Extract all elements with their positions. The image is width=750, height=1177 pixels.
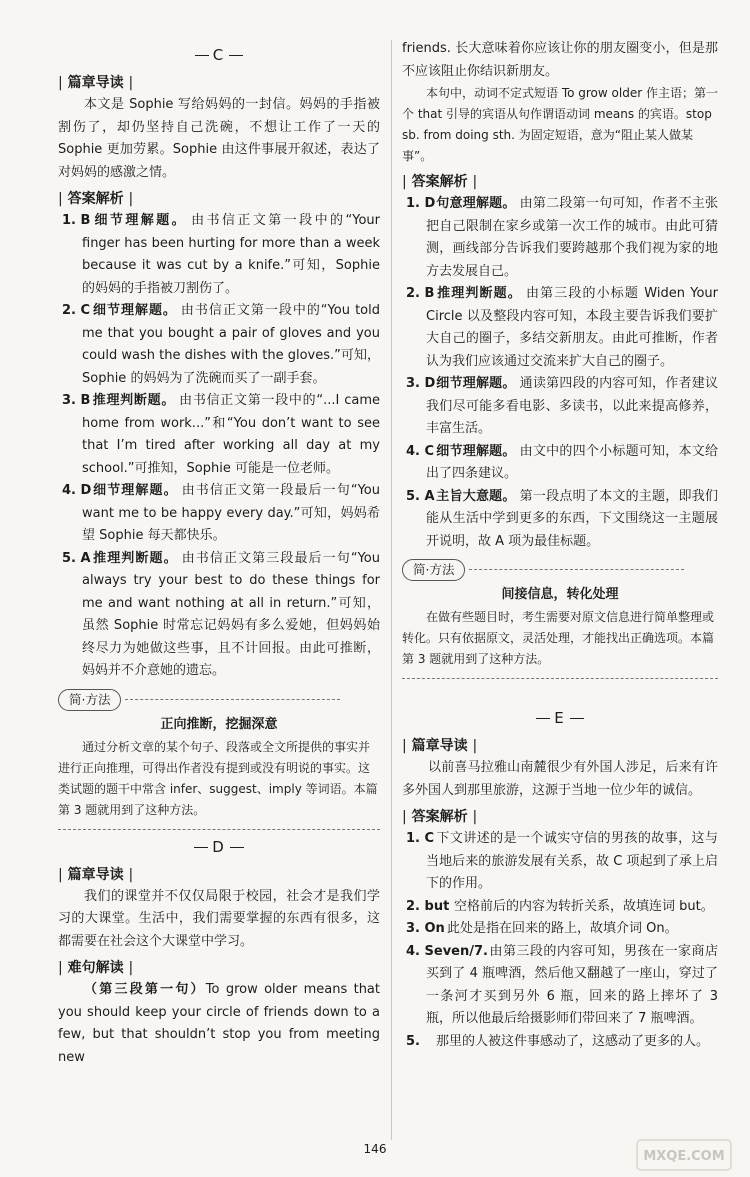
answer-explanation: 通读第四段的内容可知，作者建议我们尽可能多看电影、多读书，以此来提高修养，丰富生活。 — [426, 376, 718, 436]
answer-item — [402, 828, 718, 896]
c-intro-text: 本文是 Sophie 写给妈妈的一封信。妈妈的手指被割伤了，却仍坚持自己洗碗，不想让工作了一天的 Sophie 更加劳累。Sophie 由这件事展开叙述，表达了对妈妈的感激之情。 — [58, 97, 380, 180]
question-type: 细节理解题。 — [92, 213, 188, 228]
answer-explanation: 由书信正文第三段最后一句“You always try your best to do these things for me and want nothing at all in return.”可知，虽然 Sophie 时常忘记妈妈有多么爱她，但妈妈始终尽力为她做这些事，且不计回报。由此可推断，妈妈并不介意她的遗忘。 — [82, 550, 380, 678]
question-type: 细节理解题。 — [436, 443, 516, 459]
method-body: 通过分析文章的某个句子、段落或全文所提供的事实并进行正向推理，可得出作者没有提到或没有明说的事实。这类试题的题干中常含 infer、suggest、imply 等词语。本篇第 3 题就用到了这种方法。 — [58, 739, 378, 817]
right-column — [402, 38, 718, 1053]
question-type: 主旨大意题。 — [436, 488, 516, 504]
answer-explanation: 由文中的四个小标题可知，本文给出了四条建议。 — [426, 443, 718, 481]
answer-explanation: 由第二段第一句可知，作者不主张把自己限制在家乡或第一次工作的城市。由此可猜测，画线部分告诉我们要跨越那个我们视为家的地方去发展自己。 — [426, 196, 718, 279]
method-box-d — [402, 559, 718, 679]
method-tab: 简·方法 — [402, 559, 465, 581]
answer-number: 3. On — [406, 921, 445, 936]
answer-number: 4. Seven/7. — [406, 943, 488, 959]
question-type: 句意理解题。 — [436, 196, 516, 211]
e-answer-list — [402, 828, 718, 1053]
method-box-c — [58, 689, 380, 830]
answer-item — [58, 210, 380, 300]
d-answer-list — [402, 193, 718, 553]
page-number: 146 — [363, 1142, 387, 1156]
answer-number: 3. D — [406, 376, 436, 391]
answer-item — [58, 480, 380, 548]
answer-item — [402, 1031, 718, 1054]
e-intro-text: 以前喜马拉雅山南麓很少有外国人涉足，后来有许多外国人到那里旅游，这源于当地一位少年的诚信。 — [402, 760, 718, 798]
answer-number: 5. A — [62, 550, 91, 566]
answer-explanation: 此处是指在回来的路上，故填介词 On。 — [447, 921, 678, 936]
answer-item — [402, 896, 718, 919]
d-intro-text: 我们的课堂并不仅仅局限于校园，社会才是我们学习的大课堂。生活中，我们需要掌握的东西有很多，这都需要在社会这个大课堂中学习。 — [58, 888, 380, 949]
question-type: 推理判断题。 — [92, 393, 176, 408]
svg-text:MXQE.COM: MXQE.COM — [643, 1149, 725, 1164]
method-body: 在做有些题目时，考生需要对原文信息进行简单整理或转化。只有依据原文，灵活处理，才能找出正确选项。本篇第 3 题就用到了这种方法。 — [402, 610, 715, 666]
answer-number: 3. B — [62, 393, 91, 408]
answer-item — [402, 441, 718, 486]
d-hard-sentence: （第三段第一句）To grow older means that you should keep your circle of friends down to a few, but that shouldn’t stop you from meeting new — [58, 982, 380, 1065]
section-c-title: C — [58, 46, 380, 64]
answer-number: 1. D — [406, 196, 436, 211]
watermark-logo — [636, 1139, 732, 1171]
question-type: 推理判断题。 — [436, 286, 522, 301]
c-answer-list — [58, 210, 380, 683]
answer-explanation: 下文讲述的是一个诚实守信的男孩的故事，这与当地后来的旅游发展有关系，故 C 项起到了承上启下的作用。 — [426, 831, 718, 891]
answer-item — [58, 300, 380, 390]
answer-explanation: 由第三段的内容可知，男孩在一家商店买到了 4 瓶啤酒，然后他又翻越了一座山，穿过了一条河才买到另外 6 瓶，回来的路上摔坏了 3 瓶，所以他最后给摄影师们带回来了 7 瓶啤酒。 — [426, 943, 718, 1026]
answer-item — [402, 283, 718, 373]
method-title: 间接信息，转化处理 — [501, 587, 619, 602]
answer-number: 2. but — [406, 898, 450, 914]
answer-explanation: 由书信正文第一段中的“Your finger has been hurting for more than a week because it was cut by a knife.”可知，Sophie 的妈妈的手指被刀割伤了。 — [82, 213, 380, 296]
answer-explanation: 那里的人被这件事感动了，这感动了更多的人。 — [436, 1033, 710, 1049]
d-intro-heading: | 篇章导读 | — [58, 866, 134, 883]
method-tab: 简·方法 — [58, 689, 121, 711]
column-divider — [391, 40, 392, 1140]
answer-explanation: 由书信正文第一段中的“...I came home from work...”和“You don’t want to see that I’m tired after working all day at my school.”可推知，Sophie 可能是一位老师。 — [82, 393, 380, 476]
method-title: 正向推断，挖掘深意 — [160, 716, 278, 732]
d-hard-heading: | 难句解读 | — [58, 960, 134, 976]
answer-item — [402, 193, 718, 283]
c-answer-heading: | 答案解析 | — [58, 191, 134, 207]
answer-number: 4. D — [62, 483, 92, 498]
e-answer-heading: | 答案解析 | — [402, 809, 478, 825]
section-e-title: E — [402, 709, 718, 727]
question-type: 推理判断题。 — [92, 550, 178, 566]
c-intro-heading: | 篇章导读 | — [58, 75, 134, 91]
left-column — [58, 38, 380, 1069]
answer-item — [58, 390, 380, 480]
d-hard-note: 本句中，动词不定式短语 To grow older 作主语；第一个 that 引导的宾语从句作谓语动词 means 的宾语。stop sb. from doing sth. 为固定短语，意为“阻止某人做某事”。 — [402, 86, 718, 163]
e-intro-heading: | 篇章导读 | — [402, 738, 478, 754]
answer-explanation: 空格前后的内容为转折关系，故填连词 but。 — [454, 898, 714, 914]
answer-number: 4. C — [406, 443, 435, 459]
answer-item — [402, 918, 718, 941]
answer-item — [58, 548, 380, 683]
answer-number: 5. A — [406, 488, 435, 504]
answer-number: 2. B — [406, 286, 435, 301]
answer-explanation: 由书信正文第一段中的“You told me that you bought a pair of gloves and you could wash the dishes with the gloves.”可知，Sophie 的妈妈为了洗碗而买了一副手套。 — [82, 303, 380, 386]
question-type: 细节理解题。 — [92, 483, 178, 498]
answer-number: 1. B — [62, 213, 91, 228]
d-hard-continue: friends. 长大意味着你应该让你的朋友圈变小，但是那不应该阻止你结识新朋友。 — [402, 41, 718, 79]
question-type: 细节理解题。 — [436, 376, 516, 391]
answer-number: 1. C — [406, 831, 435, 846]
answer-number: 2. C — [62, 303, 91, 318]
section-d-title: D — [58, 838, 380, 856]
answer-item — [402, 373, 718, 441]
answer-item — [402, 486, 718, 554]
answer-explanation: 由第三段的小标题 Widen Your Circle 以及整段内容可知，本段主要告诉我们要扩大自己的圈子，多结交新朋友。由此可推断，作者认为我们应该通过交流来扩大自己的圈子。 — [426, 286, 718, 369]
answer-item — [402, 941, 718, 1031]
answer-explanation: 由书信正文第一段最后一句“You want me to be happy every day.”可知，妈妈希望 Sophie 每天都快乐。 — [82, 483, 380, 543]
d-answer-heading: | 答案解析 | — [402, 174, 478, 190]
answer-explanation: 第一段点明了本文的主题，即我们能从生活中学到更多的东西，下文围绕这一主题展开说明，故 A 项为最佳标题。 — [426, 488, 718, 549]
answer-number: 5. — [406, 1033, 420, 1049]
question-type: 细节理解题。 — [92, 303, 177, 318]
